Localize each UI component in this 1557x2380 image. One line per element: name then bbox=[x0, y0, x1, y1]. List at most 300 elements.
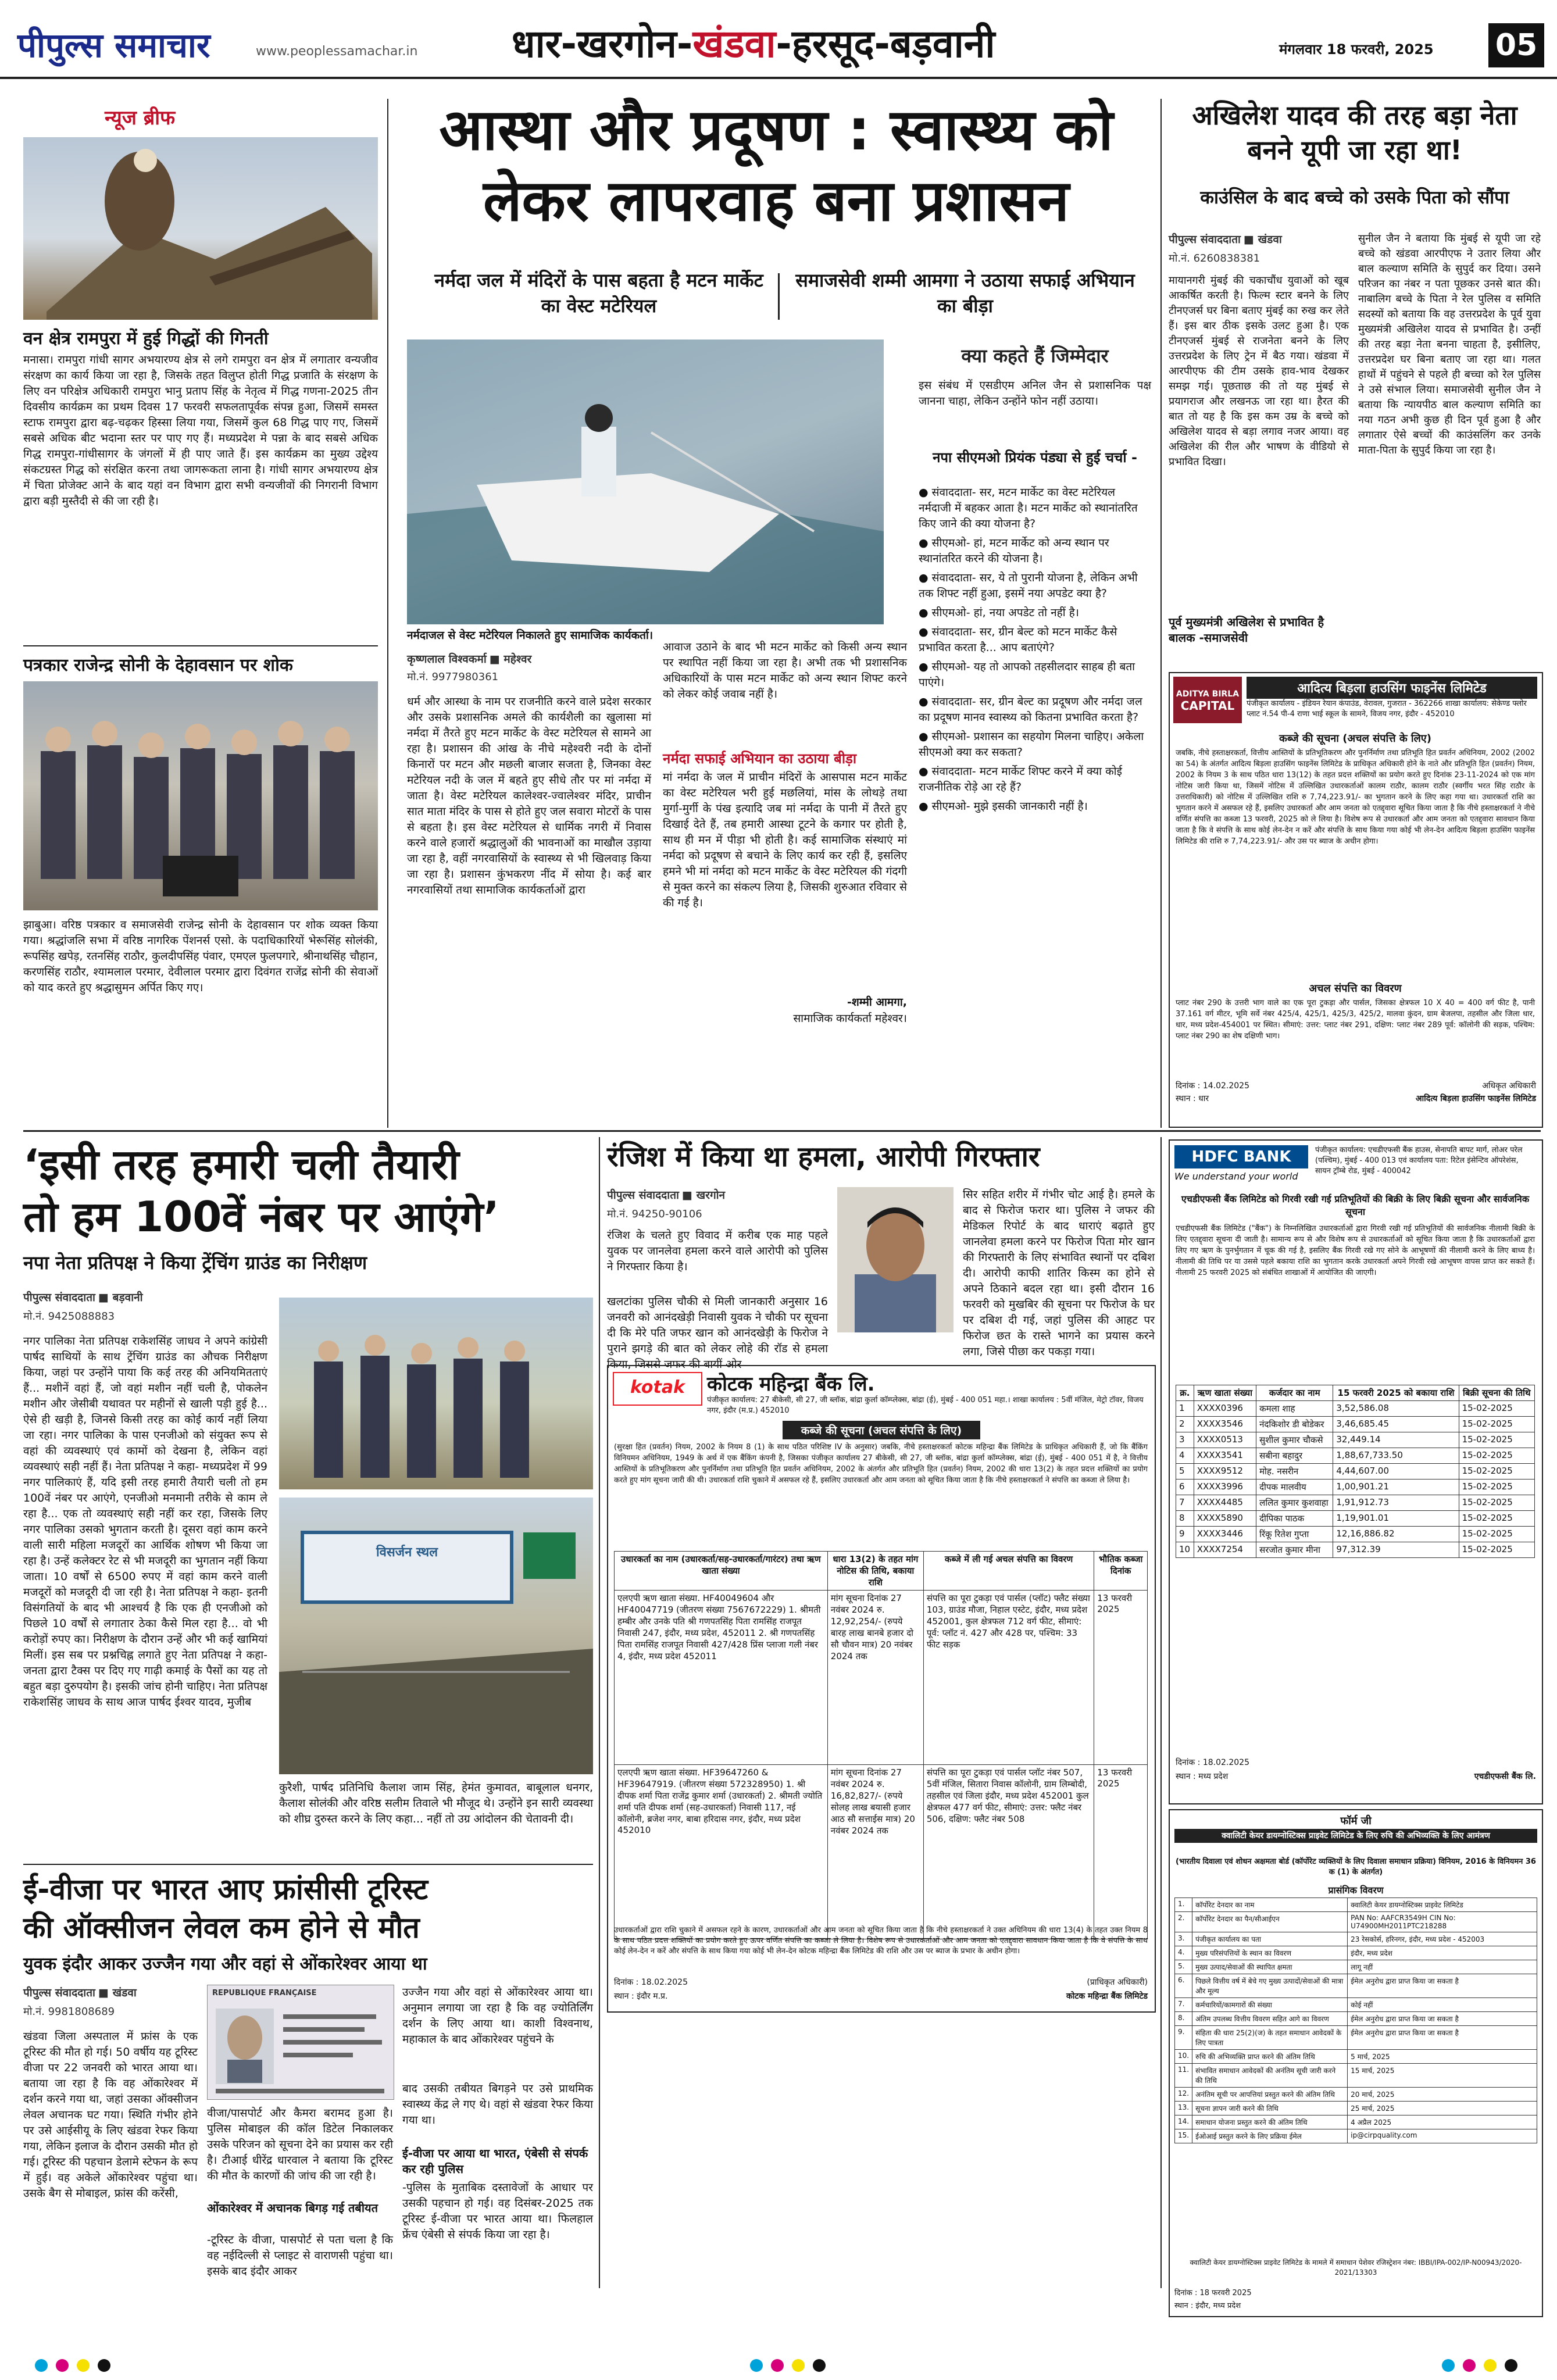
aditya-logo bbox=[1173, 677, 1242, 723]
byline-separator: ■ bbox=[682, 1189, 697, 1202]
reporter-place: बड़वानी bbox=[112, 1291, 143, 1304]
table-cell: संपत्ति का पूरा टुकड़ा एवं पार्सल (प्लॉट) फ्लैट संख्या 103, ग्राउंड मौजा, निहाल एस्टेट, इंदौर, मध्य प्रदेश 452001, कुल क्षेत्रफल 712 वर्ग फीट, सीमाएं: पूर्व: प्लॉट नं. 427 और 428 पर, पश्चिम: 33 फीट सड़क bbox=[923, 1591, 1094, 1765]
table-cell: 1,91,912.73 bbox=[1333, 1495, 1459, 1511]
table-cell: 15 मार्च, 2025 bbox=[1348, 2064, 1537, 2088]
ranjish-body3: सिर सहित शरीर में गंभीर चोट आई है। हमले के बाद से फिरोज फरार था। पुलिस ने जफर की मेडिकल रिपोर्ट के बाद धाराएं बढ़ाते हुए जानलेवा हमला करने पर फिरोज पिता मोर खान की गिरफ्तारी के लिए संभावित स्थानों पर दबिश दी। आरोपी काफी शातिर किस्म का होने से अपने ठिकाने बदल रहा था। इसी दौरान 16 फरवरी को मुखबिर की सूचना पर फिरोज के घर पर दबिश दी गई, जहां पुलिस की आहट पर फिरोज छत के रास्ते भागने का प्रयास करने लगा, जिसे पीछा कर पकड़ा गया। bbox=[963, 1188, 1155, 1358]
table-cell: PAN No: AAFCR3549H CIN No: U74900MH2011PTC218288 bbox=[1348, 1912, 1537, 1932]
table-cell: XXXX0513 bbox=[1194, 1432, 1256, 1448]
aditya-logo-line2: CAPITAL bbox=[1180, 699, 1235, 713]
table-cell: 13. bbox=[1175, 2102, 1192, 2115]
nagar-subhead: नपा नेता प्रतिपक्ष ने किया ट्रेंचिंग ग्राउंड का निरीक्षण bbox=[23, 1252, 367, 1274]
lead-deck-right: समाजसेवी शम्मी आमगा ने उठाया सफाई अभियान का बीड़ा bbox=[795, 269, 1135, 317]
table-cell: 1. bbox=[1175, 1898, 1192, 1912]
form-g-place: स्थान : इंदौर, मध्य प्रदेश bbox=[1174, 2302, 1241, 2310]
table-cell: 15-02-2025 bbox=[1459, 1448, 1534, 1464]
table-cell: ईमेल अनुरोध द्वारा प्राप्त किया जा सकता है bbox=[1348, 2012, 1537, 2026]
table-cell: 12. bbox=[1175, 2088, 1192, 2102]
trenching-ground-photo bbox=[279, 1498, 593, 1774]
table-cell: 10 bbox=[1176, 1542, 1194, 1558]
table-cell: ईमेल अनुरोध द्वारा प्राप्त किया जा सकता है bbox=[1348, 2026, 1537, 2050]
black-dot bbox=[1505, 2359, 1517, 2372]
reporter-place: खंडवा bbox=[1258, 233, 1282, 246]
table-cell: 3. bbox=[1175, 1932, 1192, 1946]
table-cell: सबीना बहादुर bbox=[1256, 1448, 1333, 1464]
region-title bbox=[512, 16, 995, 69]
table-cell: 15-02-2025 bbox=[1459, 1464, 1534, 1480]
table-cell: पंजीकृत कार्यालय का पता bbox=[1192, 1932, 1348, 1946]
aditya-sign1: अधिकृत अधिकारी bbox=[1482, 1081, 1536, 1091]
kotak-sign2: कोटक महिन्द्रा बैंक लिमिटेड bbox=[1066, 1992, 1148, 2001]
nagar-headline-line1: ‘इसी तरह हमारी चली तैयारी bbox=[23, 1140, 459, 1189]
condolence-photo bbox=[23, 681, 378, 910]
table-cell: XXXX5890 bbox=[1194, 1511, 1256, 1527]
table-cell: XXXX9512 bbox=[1194, 1464, 1256, 1480]
table-row bbox=[1175, 2102, 1537, 2115]
table-row bbox=[1175, 2012, 1537, 2026]
deck-divider bbox=[778, 273, 780, 320]
table-cell: 6 bbox=[1176, 1480, 1194, 1495]
hdfc-notice bbox=[1169, 1139, 1543, 1804]
kotak-logo: kotak bbox=[613, 1372, 702, 1406]
reporter-place: खरगोन bbox=[696, 1189, 726, 1202]
table-row bbox=[1175, 1974, 1537, 1998]
trenching-sign: विसर्जन स्थल bbox=[376, 1545, 438, 1560]
table-row bbox=[1175, 2115, 1537, 2129]
table-cell: 9. bbox=[1175, 2026, 1192, 2050]
reporter-phone: मो.नं. 6260838381 bbox=[1169, 252, 1260, 265]
region-highlight: खंडवा bbox=[692, 22, 776, 66]
cyan-dot bbox=[750, 2359, 763, 2372]
section-rule bbox=[23, 1130, 1541, 1132]
aditya-sign2: आदित्य बिड़ला हाउसिंग फाइनेंस लिमिटेड bbox=[1415, 1094, 1536, 1103]
brief2-title: पत्रकार राजेन्द्र सोनी के देहावसान पर शोक bbox=[23, 655, 293, 676]
aditya-place: स्थान : धार bbox=[1176, 1094, 1209, 1103]
ranjish-body1: रंजिश के चलते हुए विवाद में करीब एक माह पहले युवक पर जानलेवा हमला करने वाले आरोपी को पुलिस ने गिरफ्तार किया है। bbox=[607, 1229, 828, 1273]
akhilesh-col1-subhead bbox=[1169, 614, 1349, 645]
table-cell: 15-02-2025 bbox=[1459, 1401, 1534, 1417]
table-cell: संहिता की धारा 25(2)(ज) के तहत समाधान आवेदकों के लिए पात्रता bbox=[1192, 2026, 1348, 2050]
table-cell: XXXX3546 bbox=[1194, 1417, 1256, 1432]
ranjish-body2: खलटांका पुलिस चौकी से मिली जानकारी अनुसार 16 जनवरी को आनंदखेड़ी निवासी युवक ने चौकी पर सूचना दी कि मेरे पति जफर खान को आनंदखेड़ी के फिरोज ने पुराने झगड़े की बात को लेकर लोहे की रॉड से हमला किया, जिससे जफर की बायीं ओर bbox=[607, 1295, 828, 1371]
divider bbox=[23, 645, 378, 646]
narmada-photo-caption: नर्मदाजल से वेस्ट मटेरियल निकालते हुए सामाजिक कार्यकर्ता। bbox=[407, 629, 653, 642]
visa-subhead: युवक इंदौर आकर उज्जैन गया और वहां से ओंकारेश्वर आया था bbox=[23, 1954, 427, 1974]
reporter-phone: मो.नं. 9425088883 bbox=[23, 1310, 115, 1323]
column-header: क्र. bbox=[1176, 1385, 1194, 1401]
visa-col3: बाद उसकी तबीयत बिगड़ने पर उसे प्राथमिक स्वास्थ्य केंद्र ले गए थे। वहां से खंडवा रेफर किया गया था। bbox=[402, 2082, 593, 2127]
visa-sub3: ई-वीजा पर आया था भारत, एंबेसी से संपर्क कर रही पुलिस bbox=[402, 2146, 588, 2176]
aditya-address: पंजीकृत कार्यालय - इंडियन रेयान कंपाउंड, वेरावल, गुजरात - 362266 शाखा कार्यालय: सेकेण्ड फ्लोर प्लाट नं.54 पी-4 राणा भाई स्कूल के सामने, विजय नगर, इंदौर - 452010 bbox=[1247, 699, 1527, 719]
form-g-date: दिनांक : 18 फरवरी 2025 bbox=[1174, 2289, 1252, 2297]
table-row bbox=[1175, 2050, 1537, 2064]
kotak-name: कोटक महिन्द्रा बैंक लि. bbox=[707, 1373, 875, 1396]
table-cell: 13 फरवरी 2025 bbox=[1094, 1765, 1148, 1939]
region-post: -हरसूद-बड़वानी bbox=[776, 22, 995, 66]
black-dot bbox=[813, 2359, 826, 2372]
table-row bbox=[1175, 2026, 1537, 2050]
table-cell: 5. bbox=[1175, 1960, 1192, 1974]
hdfc-sign: एचडीएफसी बैंक लि. bbox=[1474, 1772, 1536, 1781]
kotak-notice-title: कब्जे की सूचना (अचल संपत्ति के लिए) bbox=[783, 1421, 980, 1439]
hdfc-notice-title: एचडीएफसी बैंक लिमिटेड को गिरवी रखी गई प्रतिभूतियों की बिक्री के लिए बिक्री सूचना और सार्वजनिक सूचना bbox=[1181, 1193, 1530, 1217]
form-g-table-title: प्रासंगिक विवरण bbox=[1328, 1885, 1384, 1896]
reporter-name: कृष्णलाल विश्वकर्मा bbox=[407, 653, 487, 666]
table-cell: 2. bbox=[1175, 1912, 1192, 1932]
column-header: बिक्री सूचना की तिथि bbox=[1459, 1385, 1534, 1401]
column-header: कब्जे में ली गई अचल संपत्ति का विवरण bbox=[923, 1552, 1094, 1591]
interview-item: ● सीएमओ- यह तो आपको तहसीलदार साहब ही बता पाएंगे। bbox=[919, 660, 1135, 689]
table-row bbox=[1175, 1912, 1537, 1932]
table-cell: 12,16,886.82 bbox=[1333, 1527, 1459, 1542]
lead-body-col2b: मां नर्मदा के जल में प्राचीन मंदिरों के आसपास मटन मार्केट का वेस्ट मटेरियल भरी हुई मछलियां, मांस के लोथड़े तथा मुर्गा-मुर्गी के पंख इत्यादि जब मां नर्मदा के पानी में तैरते हुए दिखाई देते हैं, तब हमारी आस्था टूटने के कगार पर होती है, साथ ही मन में पीड़ा भी होती है। कई सामाजिक संस्थाएं मां नर्मदा को प्रदूषण से बचाने के लिए कार्य कर रही हैं, इसलिए हमने भी मां नर्मदा को मटन मार्केट के वेस्ट मटेरियल की गंदगी से मुक्त करने का संकल्प लिया है, जिसकी शुरुआत रविवार से की गई है। bbox=[663, 771, 907, 909]
aditya-notice-title: कब्जे की सूचना (अचल संपत्ति के लिए) bbox=[1279, 732, 1431, 745]
reporter-place: महेश्वर bbox=[503, 653, 532, 666]
table-cell: 8. bbox=[1175, 2012, 1192, 2026]
column-rule bbox=[387, 99, 388, 1128]
column-header: भौतिक कब्जा दिनांक bbox=[1094, 1552, 1148, 1591]
kotak-table bbox=[614, 1551, 1148, 1939]
table-cell: दीपक मालवीय bbox=[1256, 1480, 1333, 1495]
table-cell: मांग सूचना दिनांक 27 नवंबर 2024 रु. 12,92,254/- (रुपये बारह लाख बानबे हजार दो सौ चौवन मात्र) 20 नवंबर 2024 तक bbox=[827, 1591, 923, 1765]
table-cell: कोई नहीं bbox=[1348, 1998, 1537, 2012]
table-cell: 15-02-2025 bbox=[1459, 1527, 1534, 1542]
form-g-table bbox=[1174, 1897, 1537, 2143]
table-cell: XXXX4485 bbox=[1194, 1495, 1256, 1511]
table-row bbox=[1176, 1448, 1535, 1464]
kotak-footer: उधारकर्ताओं द्वारा राशि चुकाने में असफल रहने के कारण, उधारकर्ताओं और आम जनता को सूचित किया जाता है कि नीचे हस्ताक्षरकर्ता ने उक्त अधिनियम की धारा 13(4) के तहत उक्त नियम 8 के साथ पठित प्रदत्त शक्तियों का प्रयोग करते हुए ऊपर वर्णित संपत्ति का कब्जा ले लिया है। विशेष रूप से उधारकर्ताओं और आम जनता को एतद्द्वारा सावधान किया जाता है कि वे संपत्ति के साथ कोई लेन-देन न करें और संपत्ति के साथ किया गया कोई भी लेन-देन कोटक महिन्द्रा बैंक लिमिटेड की राशि और उस पर ब्याज के प्रभार के अधीन होगा। bbox=[614, 1926, 1148, 1956]
table-cell: रिंकू रितेश गुप्ता bbox=[1256, 1527, 1333, 1542]
brand-logo: पीपुल्स समाचार bbox=[17, 26, 210, 65]
table-cell: 15-02-2025 bbox=[1459, 1511, 1534, 1527]
responsibles-subtitle: नपा सीएमओ प्रियंक पंड्या से हुई चर्चा - bbox=[933, 449, 1137, 466]
table-row bbox=[1175, 2064, 1537, 2088]
table-cell: मुख्य परिसंपत्तियों के स्थान का विवरण bbox=[1192, 1946, 1348, 1960]
table-cell: 6. bbox=[1175, 1974, 1192, 1998]
aditya-schedule-title: अचल संपत्ति का विवरण bbox=[1309, 982, 1402, 995]
quote-role: सामाजिक कार्यकर्ता महेश्वर। bbox=[793, 1012, 907, 1025]
quote-attribution: -शम्मी आमगा, bbox=[847, 996, 907, 1009]
passport-image bbox=[208, 1985, 394, 2099]
table-cell: मांग सूचना दिनांक 27 नवंबर 2024 रु. 16,82,827/- (रुपये सोलह लाख बयासी हजार आठ सौ सत्ताईस मात्र) 20 नवंबर 2024 तक bbox=[827, 1765, 923, 1939]
form-g-notice bbox=[1169, 1809, 1543, 2317]
lead-subhead: नर्मदा सफाई अभियान का उठाया बीड़ा bbox=[663, 751, 857, 767]
table-cell: 3 bbox=[1176, 1432, 1194, 1448]
table-row bbox=[1175, 2088, 1537, 2102]
table-cell: इंदौर, मध्य प्रदेश bbox=[1348, 1946, 1537, 1960]
cyan-dot bbox=[35, 2359, 48, 2372]
table-row bbox=[1175, 1898, 1537, 1912]
column-header: ऋण खाता संख्या bbox=[1194, 1385, 1256, 1401]
responsibles-intro: इस संबंध में एसडीएम अनिल जैन से प्रशासनिक पक्ष जानना चाहा, लेकिन उन्होंने फोन नहीं उठाया। bbox=[919, 379, 1151, 408]
akhilesh-col2: सुनील जैन ने बताया कि मुंबई से यूपी जा रहे बच्चे को खंडवा आरपीएफ ने उतार लिया और बाल कल्याण समिति के सुपुर्द कर दिया। उसने परिजन का नंबर न पता पूछकर उनसे बात की। नाबालिग बच्चे के पिता ने रेल पुलिस व समिति सदस्यों को बताया कि वह उत्तरप्रदेश के पूर्व युवा मुख्यमंत्री अखिलेश यादव से प्रभावित है। उन्हीं की तरह बड़ा नेता बनना चाहता है, इसीलिए, उत्तरप्रदेश घर बिना बताए जा रहा था। गलत हाथों में पहुंचने से पहले ही बच्चा को रेल पुलिस ने उसे संभाल लिया। समाजसेवी सुनील जैन ने बताया कि न्यायपीठ बाल कल्याण समिति का नया गठन अभी कुछ ही दिन पूर्व हुआ है और लगातार ऐसे बच्चों की काउंसलिंग कर उनके माता-पिता के सुपुर्द किया जा रहा है। bbox=[1358, 233, 1541, 456]
brief2-body: झाबुआ। वरिष्ठ पत्रकार व समाजसेवी राजेन्द्र सोनी के देहावसान पर शोक व्यक्त किया गया। श्रद्धांजलि सभा में वरिष्ठ नागरिक पेंशनर्स एसो. के पदाधिकारियों भेरूसिंह सोलंकी, रूपसिंह खपेड़, रतनसिंह राठौर, कुलदीपसिंह पंवार, एमएल फुलपगारे, श्रीनाथसिंह चौहान, करणसिंह राठौर, श्यामलाल परमार, देवीलाल परमार द्वारा दिवंगत राजेंद्र सोनी की सेवाओं को याद करते हुए श्रद्धासुमन अर्पित किए गए। bbox=[23, 919, 378, 994]
table-cell: अंतिम उपलब्ध वित्तीय विवरण सहित आगे का विवरण bbox=[1192, 2012, 1348, 2026]
group-image bbox=[23, 681, 378, 910]
nagar-headline-line2: तो हम 100वें नंबर पर आएंगे’ bbox=[23, 1192, 499, 1241]
akhilesh-col1: मायानगरी मुंबई की चकाचौंध युवाओं को खूब आकर्षित करती है। फिल्म स्टार बनने के लिए टीनएजर्स घर बिना बताए मुंबई का रुख कर लेते हैं। इस बार ठीक इसके उलट हुआ है। एक टीनएजर्स मुंबई से राजनेता बनने के लिए उत्तरप्रदेश के लिए ट्रेन में बैठ गया। खंडवा में आरपीएफ की टीम उसके हाव-भाव देखकर समझ गई। पूछताछ की तो यह मुंबई से प्रयागराज और लखनऊ जा रहा था। हैरत की बात तो यह है कि इस कम उम्र के बच्चे को अखिलेश यादव से बड़ा लगाव नजर आया। वह अखिलेश की रील और भाषण के वीडियो से प्रभावित दिखा। bbox=[1169, 274, 1349, 468]
table-cell: 15-02-2025 bbox=[1459, 1432, 1534, 1448]
hdfc-place: स्थान : मध्य प्रदेश bbox=[1176, 1772, 1229, 1781]
table-cell: सूचना ज्ञापन जारी करने की तिथि bbox=[1192, 2102, 1348, 2115]
column-header: उधारकर्ता का नाम (उधारकर्ता/सह-उधारकर्ता/गारंटर) तथा ऋण खाता संख्या bbox=[615, 1552, 828, 1591]
interview-item: ● संवाददाता- सर, ये तो पुरानी योजना है, लेकिन अभी तक शिफ्ट नहीं हुआ, इसमें नया अपडेट क्या है? bbox=[919, 571, 1138, 600]
table-row bbox=[1175, 1998, 1537, 2012]
reporter-phone: मो.नं. 9981808689 bbox=[23, 2006, 115, 2018]
responsibles-title: क्या कहते हैं जिम्मेदार bbox=[961, 345, 1109, 367]
table-cell: 11. bbox=[1175, 2064, 1192, 2088]
table-cell: लागू नहीं bbox=[1348, 1960, 1537, 1974]
yellow-dot bbox=[1484, 2359, 1497, 2372]
table-row bbox=[1176, 1527, 1535, 1542]
table-cell: क्वालिटी केयर डायग्नोस्टिक्स प्राइवेट लिमिटेड bbox=[1348, 1898, 1537, 1912]
interview-item: ● सीएमओ- मुझे इसकी जानकारी नहीं है। bbox=[919, 800, 1088, 813]
table-cell: 15-02-2025 bbox=[1459, 1417, 1534, 1432]
table-cell: 7. bbox=[1175, 1998, 1192, 2012]
reporter-place: खंडवा bbox=[112, 1986, 137, 1999]
reporter-name: पीपुल्स संवाददाता bbox=[23, 1291, 95, 1304]
lead-deck-left: नर्मदा जल में मंदिरों के पास बहता है मटन मार्केट का वेस्ट मटेरियल bbox=[434, 269, 763, 317]
table-cell: 32,449.14 bbox=[1333, 1432, 1459, 1448]
hdfc-table bbox=[1176, 1385, 1535, 1558]
nagar-body-cont: कुरैशी, पार्षद प्रतिनिधि कैलाश जाम सिंह, हेमंत कुमावत, बाबूलाल धनगर, कैलाश सोलंकी और वरिष्ठ सलीम तिवाले भी मौजूद थे। उन्होंने इन सारी व्यवस्था को शीघ्र दुरुस्त करने के लिए कहा... नहीं तो उग्र आंदोलन की चेतावनी दी। bbox=[279, 1781, 593, 1825]
issue-date: मंगलवार 18 फरवरी, 2025 bbox=[1279, 41, 1434, 58]
table-cell: 4 अप्रैल 2025 bbox=[1348, 2115, 1537, 2129]
table-cell: 15-02-2025 bbox=[1459, 1495, 1534, 1511]
table-cell: 5 bbox=[1176, 1464, 1194, 1480]
river-image bbox=[407, 340, 884, 624]
table-cell: 25 मार्च, 2025 bbox=[1348, 2102, 1537, 2115]
table-cell: रुचि की अभिव्यक्ति प्राप्त करने की अंतिम तिथि bbox=[1192, 2050, 1348, 2064]
column-header: धारा 13(2) के तहत मांग नोटिस की तिथि, बकाया राशि bbox=[827, 1552, 923, 1591]
column-rule bbox=[1160, 99, 1162, 1128]
akhilesh-byline bbox=[1169, 231, 1349, 246]
kotak-notice bbox=[607, 1365, 1156, 2013]
visa-headline-line1: ई-वीजा पर भारत आए फ्रांसीसी टूरिस्ट bbox=[23, 1872, 428, 1906]
table-row bbox=[1175, 1960, 1537, 1974]
table-cell: XXXX3541 bbox=[1194, 1448, 1256, 1464]
interview-item: ● सीएमओ- हां, मटन मार्केट को अन्य स्थान पर स्थानांतरित करने की योजना है। bbox=[919, 537, 1109, 565]
interview-item: ● संवाददाता- सर, ग्रीन बेल्ट को मटन मार्केट कैसे प्रभावित करता है... आप बताएंगे? bbox=[919, 626, 1117, 654]
yellow-dot bbox=[77, 2359, 90, 2372]
table-cell: सुशील कुमार चौकसे bbox=[1256, 1432, 1333, 1448]
ranjish-headline: रंजिश में किया था हमला, आरोपी गिरफ्तार bbox=[607, 1141, 1040, 1173]
website-url[interactable]: www.peoplessamachar.in bbox=[256, 44, 418, 59]
page-number: 05 bbox=[1488, 23, 1544, 67]
table-cell: सरजोत कुमार मीना bbox=[1256, 1542, 1333, 1558]
table-cell: 10. bbox=[1175, 2050, 1192, 2064]
reporter-phone: मो.नं. 9977980361 bbox=[407, 671, 499, 683]
aditya-logo-line1: ADITYA BIRLA bbox=[1176, 689, 1240, 699]
magenta-dot bbox=[56, 2359, 69, 2372]
table-cell: 9 bbox=[1176, 1527, 1194, 1542]
table-row bbox=[1176, 1401, 1535, 1417]
table-row bbox=[1176, 1511, 1535, 1527]
table-cell: ईमेल अनुरोध द्वारा प्राप्त किया जा सकता है bbox=[1348, 1974, 1537, 1998]
table-cell: मोह. नसरीन bbox=[1256, 1464, 1333, 1480]
table-cell: 1,00,901.21 bbox=[1333, 1480, 1459, 1495]
cyan-dot bbox=[1442, 2359, 1455, 2372]
table-cell: अनंतिम सूची पर आपत्तियां प्रस्तुत करने की अंतिम तिथि bbox=[1192, 2088, 1348, 2102]
interview-list bbox=[919, 485, 1151, 818]
table-cell: ip@cirpquality.com bbox=[1348, 2129, 1537, 2143]
form-g-regulation: (भारतीय दिवाला एवं शोधन अक्षमता बोर्ड (कॉर्पोरेट व्यक्तियों के लिए दिवाला समाधान प्रक्रिया) विनियम, 2016 के विनियमन 36 क (1) के अंतर्गत) bbox=[1176, 1857, 1536, 1877]
news-brief-label: न्यूज ब्रीफ bbox=[105, 106, 176, 130]
table-cell: समाधान योजना प्रस्तुत करने की अंतिम तिथि bbox=[1192, 2115, 1348, 2129]
print-registration-marks bbox=[0, 2354, 1557, 2378]
table-cell: दीपिका पाठक bbox=[1256, 1511, 1333, 1527]
akhilesh-headline: अखिलेश यादव की तरह बड़ा नेता बनने यूपी जा रहा था! bbox=[1192, 99, 1517, 166]
table-cell: 5 मार्च, 2025 bbox=[1348, 2050, 1537, 2064]
magenta-dot bbox=[1463, 2359, 1476, 2372]
table-header-row bbox=[615, 1552, 1148, 1591]
accused-photo bbox=[837, 1187, 954, 1332]
lead-body-col1: धर्म और आस्था के नाम पर राजनीति करने वाले प्रदेश सरकार और उसके प्रशासनिक अमले की कार्यशैली का खुलासा मां नर्मदा में तैरते हुए मटन मार्केट के वेस्ट मटेरियल से सामने आ रहा है। प्रशासन की आंख के नीचे महेश्वरी नदी के दोनों किनारों पर मटन और मछली बाजार सजता है, जिनका वेस्ट मटेरियल नदी के जल में बहते हुए सीधे तौर पर मां नर्मदा में जाता है। वेस्ट मटेरियल कालेश्वर-ज्वालेश्वर मंदिर, प्राचीन सात माता मंदिर के पास से होते हुए जल सवारा मोटरों के पास से बहता है। इस वेस्ट मटेरियल से धार्मिक नगरी में निवास करने वाले हजारों श्रद्धालुओं की भावनाओं का माखौल उड़ाया जा रहा है, वहीं नगरवासियों के स्वास्थ्य से भी खिलवाड़ किया जा रहा है। प्रशासन कुंभकरण नींद में सोया है। कई बार नगरवासियों तथा सामाजिक कार्यकर्ताओं द्वारा bbox=[407, 695, 651, 896]
vulture-image bbox=[23, 137, 378, 320]
nagar-byline bbox=[23, 1289, 267, 1305]
hdfc-date: दिनांक : 18.02.2025 bbox=[1176, 1758, 1249, 1767]
hdfc-address: पंजीकृत कार्यालय: एचडीएफसी बैंक हाउस, सेनापति बापट मार्ग, लोअर परेल (पश्चिम), मुंबई - 400 013 एवं कार्यालय पता: रिटेल इंसेन्टिव ऑपरेशंस, सायन ट्रॉम्बे रोड, मुंबई - 400042 bbox=[1315, 1146, 1523, 1175]
narmada-photo bbox=[407, 340, 884, 624]
reporter-phone: मो.नं. 94250-90106 bbox=[607, 1208, 702, 1220]
table-cell: 1,88,67,733.50 bbox=[1333, 1448, 1459, 1464]
table-cell: 8 bbox=[1176, 1511, 1194, 1527]
table-cell: 3,52,586.08 bbox=[1333, 1401, 1459, 1417]
table-cell: कमला शाह bbox=[1256, 1401, 1333, 1417]
table-row bbox=[1176, 1495, 1535, 1511]
table-cell: ईओआई प्रस्तुत करने के लिए प्रक्रिया ईमेल bbox=[1192, 2129, 1348, 2143]
visa-sub2: ओंकारेश्वर में अचानक बिगड़ गई तबीयत bbox=[207, 2201, 378, 2215]
table-cell: 15-02-2025 bbox=[1459, 1542, 1534, 1558]
table-cell: 4 bbox=[1176, 1448, 1194, 1464]
column-header: कर्जदार का नाम bbox=[1256, 1385, 1333, 1401]
table-cell: 7 bbox=[1176, 1495, 1194, 1511]
interview-item: ● सीएमओ- प्रशासन का सहयोग मिलना चाहिए। अकेला सीएमओ क्या कर सकता? bbox=[919, 730, 1144, 759]
passport-photo bbox=[207, 1985, 394, 2100]
black-dot bbox=[98, 2359, 110, 2372]
table-cell: 4. bbox=[1175, 1946, 1192, 1960]
akhilesh-subhead: काउंसिल के बाद बच्चे को उसके पिता को सौंपा bbox=[1200, 187, 1509, 208]
visa-byline bbox=[23, 1985, 198, 2000]
table-row bbox=[615, 1591, 1148, 1765]
kotak-place: स्थान : इंदौर म.प्र. bbox=[614, 1992, 668, 2001]
lead-headline-line1: आस्था और प्रदूषण : स्वास्थ्य को bbox=[439, 97, 1113, 163]
hdfc-logo: HDFC BANK bbox=[1174, 1145, 1308, 1168]
table-header-row bbox=[1176, 1385, 1535, 1401]
table-cell: ललित कुमार कुशवाहा bbox=[1256, 1495, 1333, 1511]
table-row bbox=[1176, 1464, 1535, 1480]
table-cell: कर्मचारियों/कामगारों की संख्या bbox=[1192, 1998, 1348, 2012]
form-g-footer: क्वालिटी केयर डायग्नोस्टिक्स प्राइवेट लिमिटेड के मामले में समाधान पेशेवर रजिस्ट्रेशन नंबर: IBBI/IPA-002/IP-N00943/2020-2021/13303 bbox=[1190, 2259, 1522, 2277]
table-cell: कॉर्पोरेट देनदार का पैन/सीआईएन bbox=[1192, 1912, 1348, 1932]
visa-col3b: -पुलिस के मुताबिक दस्तावेजों के आधार पर उसकी पहचान हो गई। वह दिसंबर-2025 तक टूरिस्ट ई-वीजा पर भारत आया था। फिलहाल फ्रेंच एंबेसी से संपर्क किया जा रहा है। bbox=[402, 2181, 593, 2241]
table-cell: एलएपी ऋण खाता संख्या. HF39647260 & HF39647919. (जीतरण संख्या 572328950) 1. श्री दीपक शर्मा पिता राजेंद्र कुमार शर्मा (उधारकर्ता) 2. श्रीमती ज्योति शर्मा पति दीपक शर्मा (सह-उधारकर्ता) निवासी 117, नई कॉलोनी, ब्रजेश नगर, बाबा हरिदास नगर, इंदौर, मध्य प्रदेश 452010 bbox=[615, 1765, 828, 1939]
reporter-name: पीपुल्स संवाददाता bbox=[23, 1986, 95, 1999]
table-cell: XXXX7254 bbox=[1194, 1542, 1256, 1558]
section-rule bbox=[23, 1864, 593, 1865]
table-cell: 4,44,607.00 bbox=[1333, 1464, 1459, 1480]
accused-image bbox=[837, 1187, 954, 1332]
akhilesh-subhead-end: -समाजसेवी bbox=[1199, 631, 1248, 645]
table-cell: एलएपी ऋण खाता संख्या. HF40049604 और HF40047719 (जीतरण संख्या 7567672229) 1. श्रीमती हम्बीर और उनके पति श्री गणपतसिंह पिता रामसिंह राजपूत निवासी 247, इंदौर, मध्य प्रदेश, 452011 2. श्री गणपतसिंह पिता रामसिंह राजपूत निवासी 427/428 प्रिंस प्लाजा गली नंबर 4, इंदौर, मध्य प्रदेश 452011 bbox=[615, 1591, 828, 1765]
table-cell: 13 फरवरी 2025 bbox=[1094, 1591, 1148, 1765]
table-row bbox=[1176, 1417, 1535, 1432]
table-cell: 14. bbox=[1175, 2115, 1192, 2129]
aditya-body: जबकि, नीचे हस्ताक्षरकर्ता, वित्तीय आस्तियों के प्रतिभूतिकरण और पुनर्निर्माण तथा प्रतिभूति हित प्रवर्तन अधिनियम, 2002 (2002 का 54) के अंतर्गत आदित्य बिड़ला हाउसिंग फाइनेंस लिमिटेड के प्राधिकृत अधिकारी होने के नाते और प्रतिभूति हित (प्रवर्तन) नियम, 2002 के नियम 3 के साथ पठित धारा 13(12) के तहत प्रदत्त शक्तियों का प्रयोग करते हुए दिनांक 23-11-2024 को एक मांग नोटिस जारी किया था, जिसमें नोटिस में उल्लिखित उधारकर्ताओं कालम राठौर, कालम राठौर (स्वर्गीय भरत सिंह राठौर के उत्तराधिकारी) को नोटिस में उल्लिखित राशि रु 7,74,223.91/- का भुगतान करने के लिए कहा गया था। उधारकर्ता राशि का भुगतान करने में असफल रहे हैं, इसलिए उधारकर्ता और आम जनता को एतद्द्वारा सूचित किया जाता है कि नीचे हस्ताक्षरकर्ता ने नीचे वर्णित संपत्ति का कब्जा 13 फरवरी, 2025 को ले लिया है। विशेष रूप से उधारकर्ता और आम जनता को एतद्द्वारा सावधान किया जाता है कि वे संपत्ति के साथ कोई लेन-देन न करें और संपत्ति के साथ किया गया कोई भी लेन-देन आदित्य बिड़ला हाउसिंग फाइनेंस लिमिटेड की राशि रु 7,74,223.91/- और उस पर ब्याज के अधीन होगा। bbox=[1176, 749, 1535, 846]
hdfc-tagline: We understand your world bbox=[1174, 1171, 1298, 1182]
visa-col2-top: उज्जैन गया और वहां से ओंकारेश्वर आया था। अनुमान लगाया जा रहा है कि वह ज्योतिर्लिंग दर्शन के लिए आया था। काशी विश्वनाथ, महाकाल के बाद ओंकारेश्वर पहुंचने के bbox=[402, 1986, 593, 2046]
table-row bbox=[1176, 1432, 1535, 1448]
kotak-date: दिनांक : 18.02.2025 bbox=[614, 1978, 688, 1987]
reporter-name: पीपुल्स संवाददाता bbox=[607, 1189, 679, 1202]
table-cell: XXXX3996 bbox=[1194, 1480, 1256, 1495]
table-cell: 20 मार्च, 2025 bbox=[1348, 2088, 1537, 2102]
table-cell: नंदकिशोर डी बोडेकर bbox=[1256, 1417, 1333, 1432]
table-cell: 1,19,901.01 bbox=[1333, 1511, 1459, 1527]
reporter-name: पीपुल्स संवाददाता bbox=[1169, 233, 1241, 246]
table-cell: पिछले वित्तीय वर्ष में बेचे गए मुख्य उत्पादों/सेवाओं की मात्रा और मूल्य bbox=[1192, 1974, 1348, 1998]
form-g-subtitle: क्वालिटी केयर डायग्नोस्टिक्स प्राइवेट लिमिटेड के लिए रुचि की अभिव्यक्ति के लिए आमंत्रण bbox=[1174, 1829, 1537, 1843]
interview-item: ● संवाददाता- सर, ग्रीन बेल्ट का प्रदूषण और नर्मदा जल का प्रदूषण मानव स्वास्थ्य को कितना प्रभावित करता है? bbox=[919, 695, 1142, 724]
table-row bbox=[1175, 1932, 1537, 1946]
table-row bbox=[1176, 1480, 1535, 1495]
table-row bbox=[1176, 1542, 1535, 1558]
visa-col1: खंडवा जिला अस्पताल में फ्रांस के एक टूरिस्ट की मौत हो गई। 50 वर्षीय यह टूरिस्ट वीजा पर 22 जनवरी को भारत आया था। बताया जा रहा है कि वह ओंकारेश्वर में दर्शन करने गया था, जहां उसका ऑक्सीजन लेवल अचानक घट गया। स्थिति गंभीर होने पर उसे आईसीयू के लिए खंडवा रेफर किया गया, लेकिन इलाज के दौरान उसकी मौत हो गई। टूरिस्ट की पहचान डेलामे स्टेफन के रूप में हुई। वह अकेले ओंकारेश्वर पहुंचा था। उसके बैग से मोबाइल, फ्रांस की करेंसी, bbox=[23, 2030, 198, 2200]
passport-header: REPUBLIQUE FRANÇAISE bbox=[212, 1989, 317, 1997]
inspection-image bbox=[279, 1298, 593, 1489]
column-rule bbox=[1160, 1137, 1162, 2288]
table-row bbox=[1175, 2129, 1537, 2143]
column-rule bbox=[599, 1137, 600, 2288]
kotak-intro: (सुरक्षा हित (प्रवर्तन) नियम, 2002 के नियम 8 (1) के साथ पठित परिशिष्ट IV के अनुसार) जबकि, नीचे हस्ताक्षरकर्ता कोटक महिन्द्रा बैंक लिमिटेड के प्राधिकृत अधिकारी हैं, जो कि बैंकिंग विनियमन अधिनियम, 1949 के अर्थ में एक बैंकिंग कंपनी है, जिसका पंजीकृत कार्यालय 27 बीकेसी, सी 27, जी ब्लॉक, बांद्रा कुर्ला कॉम्प्लेक्स, बांद्रा (ई), मुंबई - 400 051 में है, ने वित्तीय आस्तियों के प्रतिभूतिकरण और पुनर्निर्माण तथा प्रतिभूति हित प्रवर्तन अधिनियम, 2002 के अंतर्गत और प्रतिभूति हित (प्रवर्तन) नियम, 2002 की धारा 13(2) के तहत प्रदत्त शक्तियों का प्रयोग करते हुए मांग सूचना जारी की थी। उधारकर्ता राशि चुकाने में असफल रहे हैं, इसलिए उधारकर्ता और आम जनता को सूचित किया जाता है कि नीचे हस्ताक्षरकर्ता ने संपत्ति का कब्जा ले लिया है। bbox=[614, 1443, 1148, 1485]
kotak-address: पंजीकृत कार्यालय: 27 बीकेसी, सी 27, जी ब्लॉक, बांद्रा कुर्ला कॉम्प्लेक्स, बांद्रा (ई), मुंबई - 400 051 महा.। शाखा कार्यालय : 5वीं मंजिल, मेट्रो टॉवर, विजय नगर, इंदौर (म.प्र.) 452010 bbox=[707, 1396, 1144, 1415]
interview-item: ● सीएमओ- हां, नया अपडेट तो नहीं है। bbox=[919, 606, 1079, 619]
akhilesh-subhead-text: पूर्व मुख्यमंत्री अखिलेश से प्रभावित है बालक bbox=[1169, 615, 1324, 645]
region-pre: धार-खरगोन- bbox=[512, 22, 693, 66]
table-row bbox=[615, 1765, 1148, 1939]
aditya-notice bbox=[1169, 672, 1543, 1128]
interview-item: ● संवाददाता- सर, मटन मार्केट का वेस्ट मटेरियल नर्मदाजी में बहकर आता है। मटन मार्केट को स्थानांतरित किए जाने की क्या योजना है? bbox=[919, 486, 1138, 530]
table-cell: 15. bbox=[1175, 2129, 1192, 2143]
lead-byline bbox=[407, 651, 686, 666]
visa-col2b: -टूरिस्ट के वीजा, पासपोर्ट से पता चला है कि वह नईदिल्ली से प्लाइट से वाराणसी पहुंचा था। इसके बाद इंदौर आकर bbox=[207, 2234, 393, 2278]
hdfc-body: एचडीएफसी बैंक लिमिटेड ("बैंक") के निम्नलिखित उधारकर्ताओं द्वारा गिरवी रखी गई प्रतिभूतियों की सार्वजनिक नीलामी बिक्री के लिए एतद्द्वारा सूचना दी जाती है। सामान्य रूप से और विशेष रूप से उधारकर्ताओं को सूचित किया जाता है कि उधारकर्ताओं द्वारा लिए गए ऋण के पुनर्भुगतान में चूक की गई है, इसलिए बैंक गिरवी रखे गए सोने के आभूषणों की नीलामी करने के लिए बाध्य है। नीलामी की तिथि पर या उससे पहले बकाया राशि का भुगतान करके उधारकर्ता अपने गिरवी रखे आभूषण वापस प्राप्त कर सकते हैं। नीलामी 25 फरवरी 2025 को संबंधित शाखाओं में आयोजित की जाएगी। bbox=[1176, 1224, 1535, 1277]
byline-separator: ■ bbox=[1244, 233, 1258, 246]
table-cell: 15-02-2025 bbox=[1459, 1480, 1534, 1495]
table-cell: कॉर्पोरेट देनदार का नाम bbox=[1192, 1898, 1348, 1912]
table-cell: 23 रेसकोर्स, हरिनगर, इंदौर, मध्य प्रदेश - 452003 bbox=[1348, 1932, 1537, 1946]
visa-col2: वीजा/पासपोर्ट और कैमरा बरामद हुआ है। पुलिस मोबाइल की कॉल डिटेल निकालकर उसके परिजन को सूचना देने का प्रयास कर रही है। टीआई धीरेंद्र धारवाल ने बताया कि टूरिस्ट की मौत के कारणों की जांच की जा रही है। bbox=[207, 2107, 393, 2182]
kotak-sign1: (प्राधिकृत अधिकारी) bbox=[1087, 1978, 1148, 1987]
lead-body-col2a: आवाज उठाने के बाद भी मटन मार्केट को किसी अन्य स्थान पर स्थापित नहीं किया जा रहा है। अभी तक भी प्रशासनिक अधिकारियों के पास मटन मार्केट को अन्य स्थान शिफ्ट करने को लेकर कोई जवाब नहीं है। bbox=[663, 641, 907, 701]
magenta-dot bbox=[771, 2359, 784, 2372]
interview-item: ● संवाददाता- मटन मार्केट शिफ्ट करने में क्या कोई राजनीतिक रोड़े आ रहे हैं? bbox=[919, 765, 1122, 794]
form-g-title: फॉर्म जी bbox=[1340, 1815, 1372, 1827]
lead-headline-line2: लेकर लापरवाह बना प्रशासन bbox=[483, 168, 1069, 234]
column-header: 15 फरवरी 2025 को बकाया राशि bbox=[1333, 1385, 1459, 1401]
table-cell: 97,312.39 bbox=[1333, 1542, 1459, 1558]
visa-headline-line2: की ऑक्सीजन लेवल कम होने से मौत bbox=[23, 1911, 420, 1945]
nagar-body: नगर पालिका नेता प्रतिपक्ष राकेशसिंह जाधव ने अपने कांग्रेसी पार्षद साथियों के साथ ट्रेंचिंग ग्राउंड का औचक निरीक्षण किया, जहां पर उन्होंने पाया कि कई तरह की अनियमितताएं हैं... मशीनें वहां हैं, जो वहां मशीन नहीं चली है, पोकलेन मशीन और जेसीबी यथावत पर महीनों से खाली पड़ी हुई है... ऐसे ही खड़ी है, जिनसे किसी तरह का कोई कार्य नहीं लिया जा रहा। नगर पालिका के पास एनजीओ को संयुक्त रूप से वहां की व्यवस्थाएं एवं कामों को देखना है, लेकिन वहां व्यवस्थाएं सही नहीं हैं। नेता प्रतिपक्ष ने कहा- मध्यप्रदेश में 99 नगर पालिकाएं हैं, यदि इसी तरह हमारी तैयारी चली तो हम 100वें नंबर पर आएंगे, एनजीओ मनमानी तरीके से काम ले रहा है... एक तो व्यवस्थाएं सही नहीं कर रहा, जिसके लिए नगर पालिका उसको भुगतान करती है। दूसरा वहां काम करने वाली सारी महिला मजदूरों का आर्थिक शोषण भी किया जा रहा है। उन्हें कलेक्टर रेट से भी मजदूरी का भुगतान नहीं किया जाता। 10 वर्षों से 6500 रुपए में वहां काम करने वाली मजदूरों को मजदूरी दी जा रही है। नेता प्रतिपक्ष ने कहा- इतनी विसंगतियों के बाद भी आश्चर्य है कि एक ही एनजीओ को पिछले 10 वर्षों से लगातार ठेका कैसे मिल रहा है... वो भी करोड़ों रुपए का। निरीक्षण के दौरान उन्हें और भी कई खामियां मिलीं। इस सब पर प्रश्नचिह्न लगाते हुए नेता प्रतिपक्ष ने कहा- जनता द्वारा टैक्स पर दिए गए गाढ़ी कमाई के पैसों का यह तो बहुत बड़ा दुरुपयोग है। इसकी जांच होनी चाहिए। नेता प्रतिपक्ष राकेशसिंह जाधव के साथ आज पार्षद ईश्वर यादव, मुजीब bbox=[23, 1335, 267, 1709]
table-row bbox=[1175, 1946, 1537, 1960]
table-cell: XXXX3446 bbox=[1194, 1527, 1256, 1542]
brief1-body: मनासा। रामपुरा गांधी सागर अभयारण्य क्षेत्र से लगे रामपुरा वन क्षेत्र में लगातार वन्यजीव संरक्षण का कार्य किया जा रहा है, जिसके तहत विलुप्त होती गिद्ध प्रजाति के संरक्षण के लिए वन परिक्षेत्र अधिकारी रामपुरा भानु प्रताप सिंह के नेतृत्व में गिद्ध गणना-2025 तीन दिवसीय कार्यक्रम का प्रथम दिवस 17 फरवरी सफलतापूर्वक संपन्न हुआ, जिसमें समस्त स्टाफ रामपुरा द्वारा बढ़-चढ़कर हिस्सा लिया गया, जिसमें कुल 68 गिद्ध पाए गए, जिसमें सबसे अधिक बीट भदाना स्तर पर पाए गए हैं। मध्यप्रदेश मे पन्ना के बाद सबसे अधिक गिद्ध रामपुरा-गांधीसागर के जंगलों में ही पाए जाते हैं। इस कार्यक्रम का मुख्य उद्देश्य संकटग्रस्त गिद्ध को संरक्षित करना तथा जागरूकता लाना है। गांधी सागर अभयारण्य क्षेत्र में चिता प्रोजेक्ट आने के बाद यहां वन विभाग द्वारा सभी वन्यजीवों की निगरानी विभाग द्वारा बड़ी मुस्तैदी से की जा रही है। bbox=[23, 353, 378, 508]
table-cell: मुख्य उत्पाद/सेवाओं की स्थापित क्षमता bbox=[1192, 1960, 1348, 1974]
table-cell: संपत्ति का पूरा टुकड़ा एवं पार्सल प्लॉट नंबर 507, 5वीं मंजिल, सितारा निवास कॉलोनी, ग्राम लिम्बोदी, तहसील एवं जिला इंदौर, मध्य प्रदेश 452001 कुल क्षेत्रफल 477 वर्ग फीट, सीमाएं: उत्तर: फ्लैट नंबर 506, दक्षिण: फ्लैट नंबर 508 bbox=[923, 1765, 1094, 1939]
aditya-schedule: प्लाट नंबर 290 के उत्तरी भाग वाले का एक पूरा टुकड़ा और पार्सल, जिसका क्षेत्रफल 10 X 40 = 400 वर्ग फीट है, पानी 37.161 वर्ग मीटर, भूमि सर्वे नंबर 425/4, 425/1, 425/3, 425/2, मालवा कुंदन, ग्राम बेजलपा, तहसील और जिला धार, धार, मध्य प्रदेश-454001 पर स्थित। सीमाएं: उत्तर: प्लाट नंबर 291, दक्षिण: प्लाट नंबर 289 पूर्व: कॉलोनी की सड़क, पश्चिम: प्लाट नंबर 290 का शेष दक्षिणी भाग। bbox=[1176, 999, 1535, 1041]
brief1-title: वन क्षेत्र रामपुरा में हुई गिद्धों की गिनती bbox=[23, 328, 269, 349]
table-cell: संभावित समाधान आवेदकों की अनंतिम सूची जारी करने की तिथि bbox=[1192, 2064, 1348, 2088]
vulture-photo bbox=[23, 137, 378, 320]
